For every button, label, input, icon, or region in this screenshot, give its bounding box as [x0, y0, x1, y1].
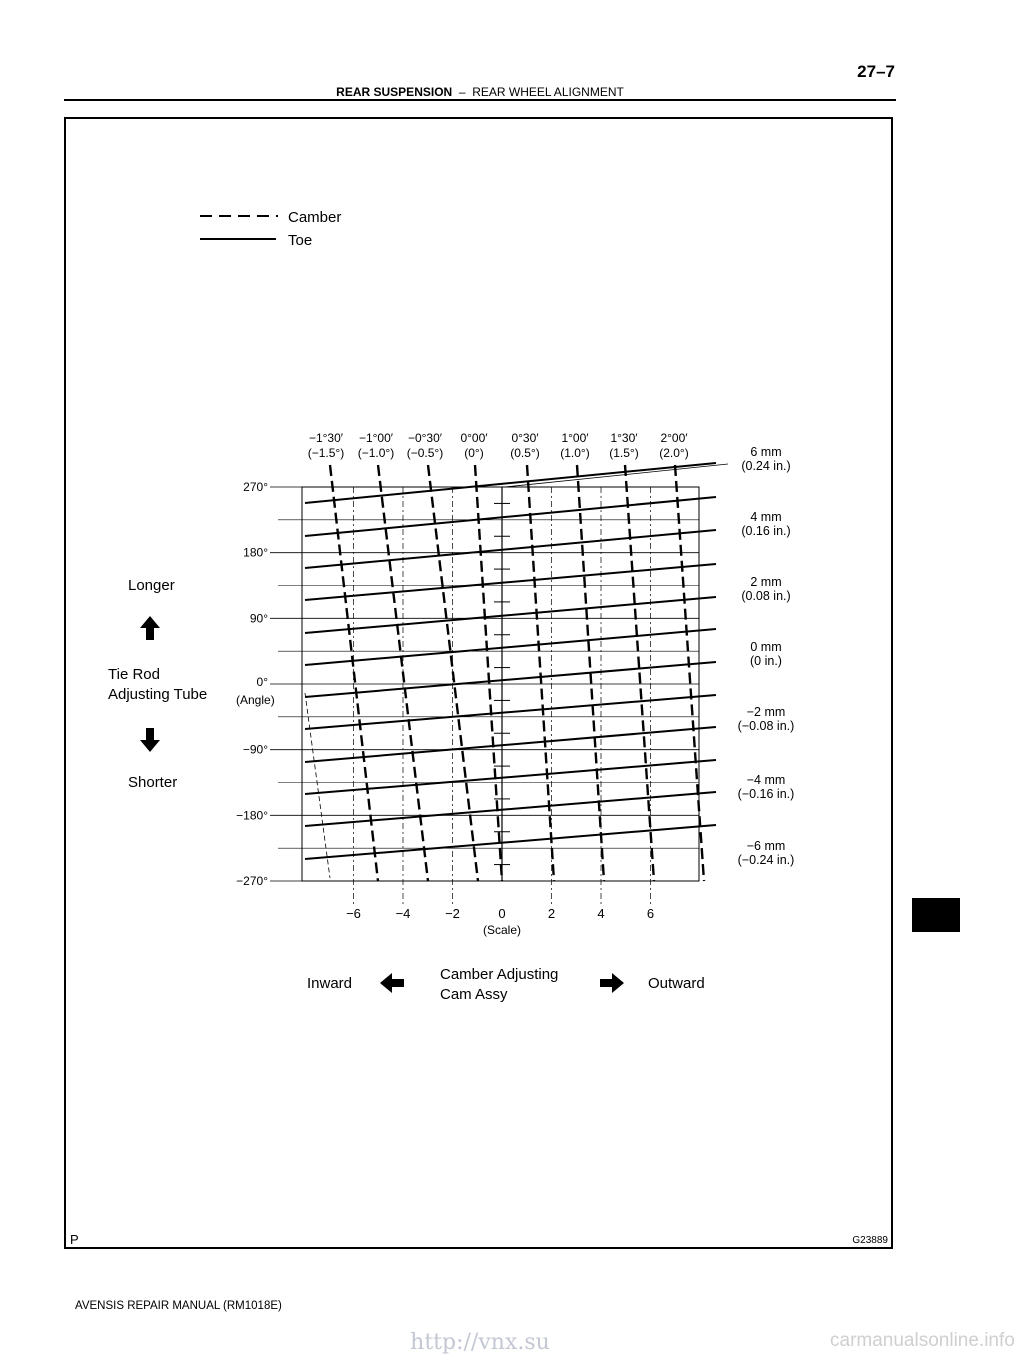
camber-label-angle: −0°30′: [407, 431, 443, 445]
x-axis-ticks: [346, 906, 654, 921]
camber-edge-line: [305, 693, 330, 878]
y-tick-label: −90°: [242, 742, 268, 757]
toe-line: [305, 597, 716, 633]
camber-line: [675, 465, 704, 881]
arrow-down-icon: [140, 728, 160, 752]
toe-label-mm: −2 mm: [746, 705, 786, 719]
x-tick-label: −4: [395, 906, 411, 921]
x-tick-label: 6: [646, 906, 655, 921]
camber-line: [625, 465, 654, 881]
toe-lines: [305, 463, 728, 878]
camber-line: [428, 465, 478, 881]
toe-label-mm: −4 mm: [746, 773, 786, 787]
camber-label-angle: 1°00′: [561, 431, 589, 445]
tie-rod-label-line1: Tie Rod: [108, 666, 160, 683]
camber-label-angle: −1°00′: [358, 431, 394, 445]
watermark-url: http://vnx.su: [410, 1330, 550, 1355]
toe-labels: [738, 445, 795, 867]
shorter-label: Shorter: [128, 774, 178, 791]
toe-label-leader: [505, 464, 728, 487]
toe-label-mm: 0 mm: [750, 640, 782, 654]
arrow-right-icon: [600, 973, 624, 993]
toe-line: [305, 530, 716, 568]
watermark-site: carmanualsonline.info: [830, 1330, 1015, 1351]
toe-label-inch: (−0.16 in.): [737, 787, 795, 801]
toe-label-inch: (0.16 in.): [741, 524, 791, 538]
toe-line: [305, 825, 716, 859]
y-tick-label: −180°: [236, 808, 268, 823]
tie-rod-annotation: [108, 577, 207, 791]
camber-label-decimal: (0°): [464, 446, 484, 460]
page-number: 27–7: [857, 62, 895, 81]
toe-line: [305, 463, 716, 503]
camber-label-decimal: (0.5°): [510, 446, 540, 460]
camber-line: [330, 465, 378, 881]
cam-label-line1: Camber Adjusting: [440, 966, 559, 983]
toe-label-inch: (−0.08 in.): [737, 719, 795, 733]
x-tick-label: −2: [445, 906, 460, 921]
camber-label-decimal: (2.0°): [659, 446, 689, 460]
toe-label-mm: 2 mm: [750, 575, 782, 589]
camber-label-angle: 1°30′: [610, 431, 638, 445]
camber-labels: [308, 431, 689, 460]
y-tick-label: 90°: [249, 611, 268, 626]
camber-label-decimal: (−0.5°): [406, 446, 444, 460]
toe-line: [305, 695, 716, 729]
section-tab-marker: [912, 898, 960, 932]
y-axis-label: (Angle): [236, 693, 275, 707]
y-tick-label: 270°: [243, 480, 268, 494]
toe-line: [305, 792, 716, 826]
camber-label-decimal: (−1.0°): [357, 446, 395, 460]
arrow-up-icon: [140, 616, 160, 640]
toe-label-inch: (−0.24 in.): [737, 853, 795, 867]
camber-label-decimal: (1.0°): [560, 446, 590, 460]
section-separator: –: [458, 85, 466, 99]
inward-label: Inward: [307, 975, 353, 992]
camber-cam-annotation: [307, 966, 705, 1003]
x-axis-label: (Scale): [482, 923, 522, 937]
camber-label-decimal: (−1.5°): [307, 446, 345, 460]
longer-label: Longer: [128, 577, 175, 594]
toe-label-mm: −6 mm: [746, 839, 786, 853]
arrow-left-icon: [380, 973, 404, 993]
outward-label: Outward: [648, 975, 705, 992]
camber-label-angle: 0°30′: [511, 431, 539, 445]
camber-line: [527, 465, 554, 881]
toe-label-inch: (0.08 in.): [741, 589, 791, 603]
toe-line: [305, 662, 716, 697]
subsection-name: REAR WHEEL ALIGNMENT: [472, 85, 624, 99]
legend: [200, 209, 341, 249]
section-name: REAR SUSPENSION: [336, 85, 453, 99]
toe-line: [305, 727, 716, 762]
y-tick-label: −270°: [236, 874, 268, 888]
camber-label-angle: −1°30′: [308, 431, 344, 445]
legend-camber-label: Camber: [288, 209, 342, 226]
legend-toe-label: Toe: [288, 232, 313, 249]
footer-manual-title: AVENSIS REPAIR MANUAL (RM1018E): [75, 1300, 282, 1312]
x-tick-label: −6: [346, 906, 361, 921]
x-tick-label: 0: [498, 906, 506, 921]
toe-label-mm: 4 mm: [750, 510, 782, 524]
toe-line: [305, 629, 716, 665]
figure-letter: P: [70, 1232, 79, 1247]
camber-line: [475, 465, 502, 881]
tie-rod-label-line2: Adjusting Tube: [108, 686, 208, 703]
toe-label-inch: (0.24 in.): [741, 459, 791, 473]
grid-horizontal: [270, 487, 699, 881]
y-axis-ticks: [236, 480, 268, 888]
y-tick-label: 180°: [243, 545, 268, 560]
x-tick-label: 2: [547, 906, 556, 921]
x-tick-label: 4: [597, 906, 605, 921]
toe-label-mm: 6 mm: [750, 445, 782, 459]
camber-label-decimal: (1.5°): [609, 446, 639, 460]
camber-label-angle: 2°00′: [660, 431, 688, 445]
cam-label-line2: Cam Assy: [440, 986, 508, 1003]
toe-line: [305, 564, 716, 600]
camber-label-angle: 0°00′: [460, 431, 488, 445]
y-tick-label: 0°: [256, 675, 268, 689]
toe-label-inch: (0 in.): [750, 654, 782, 668]
figure-code: G23889: [852, 1235, 888, 1246]
toe-line: [305, 497, 716, 536]
